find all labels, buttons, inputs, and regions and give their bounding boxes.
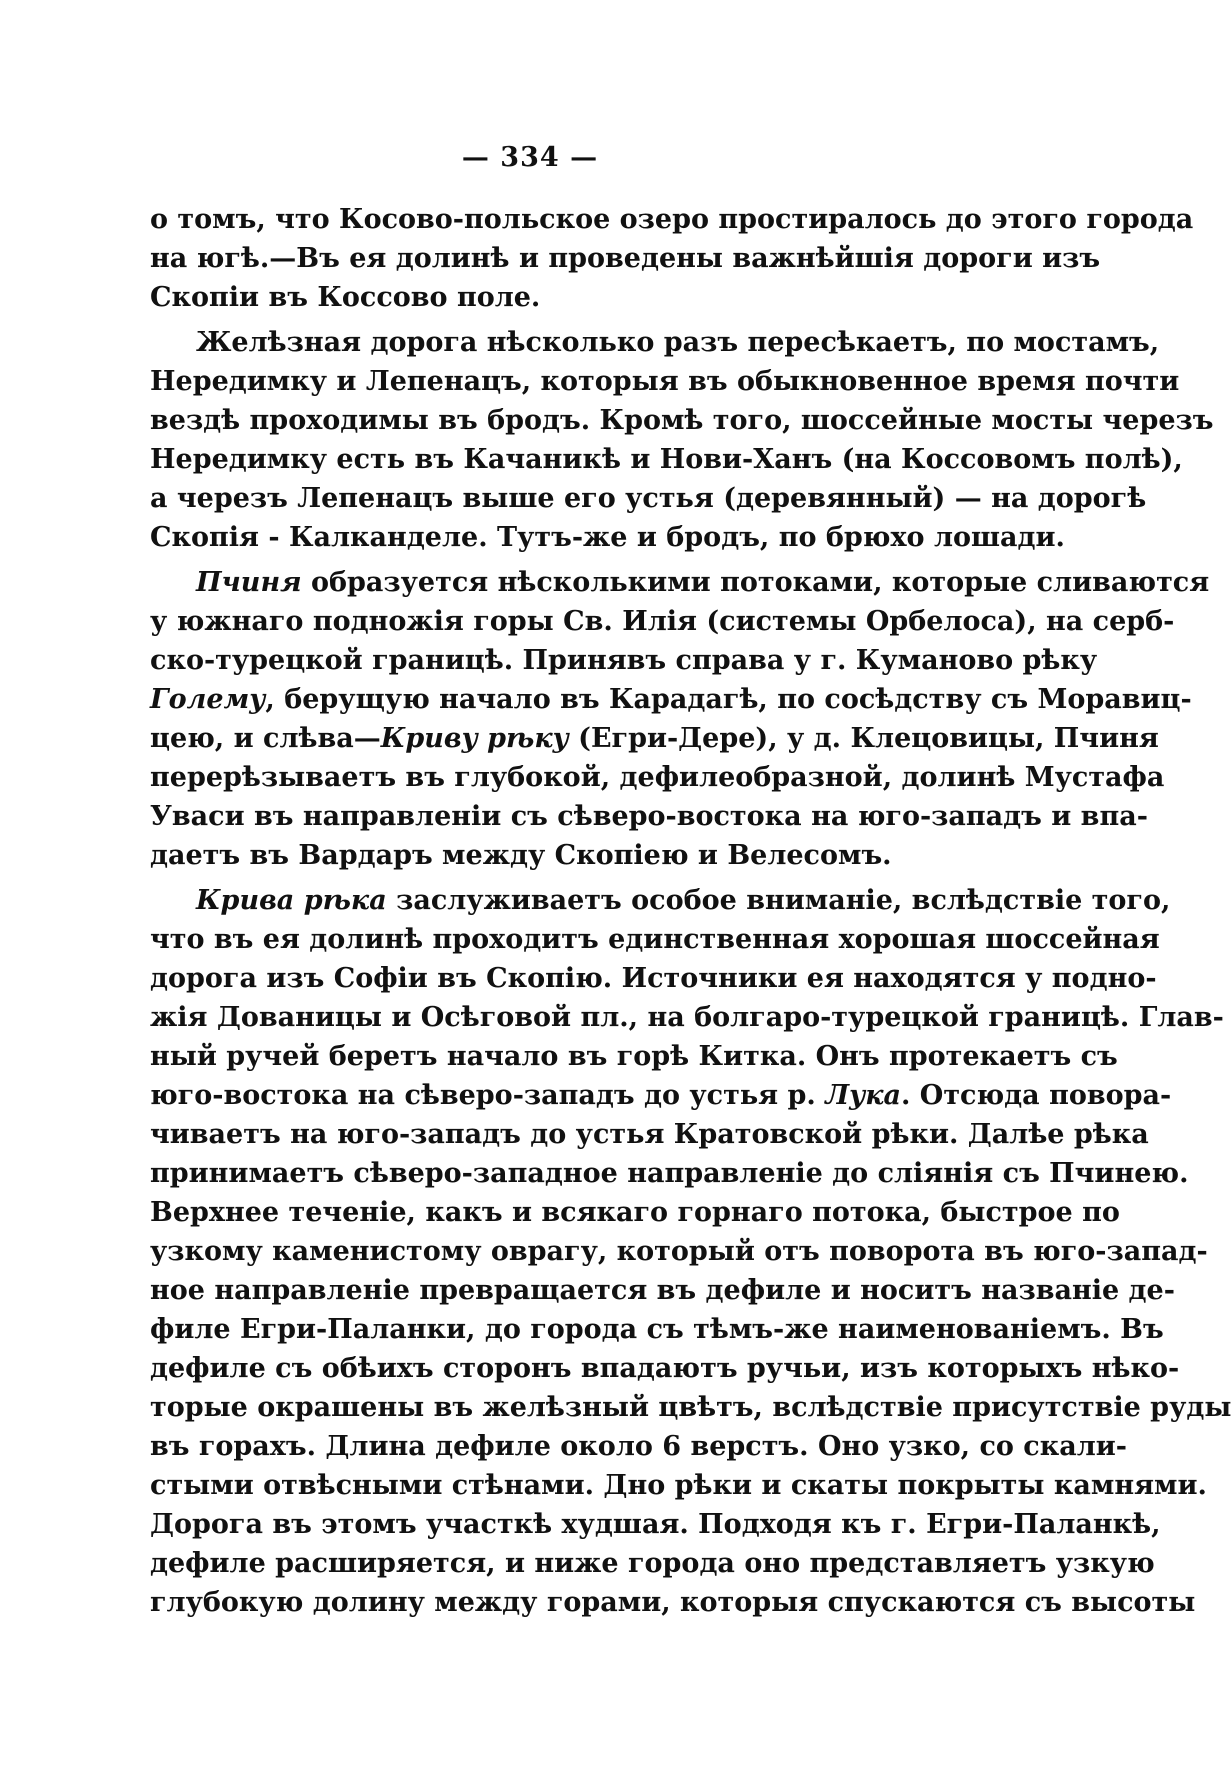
text-segment: жія Дованицы и Осѣговой пл., на болгаро-турецкой границѣ. Глав- — [150, 1002, 1224, 1033]
text-segment: Желѣзная дорога нѣсколько разъ пересѣкаетъ, по мостамъ, — [196, 327, 1160, 358]
text-line — [150, 1037, 1118, 1076]
text-segment: цею, и слѣва— — [150, 723, 381, 754]
text-line — [150, 401, 1214, 440]
text-line — [150, 758, 1165, 797]
text-segment: стыми отвѣсными стѣнами. Дно рѣки и скаты покрыты камнями. — [150, 1470, 1207, 1501]
text-line — [150, 200, 1194, 239]
text-line — [150, 836, 1070, 875]
italic-term: Голему — [150, 684, 266, 715]
text-segment: даетъ въ Вардаръ между Скопіею и Велесомъ. — [150, 840, 892, 871]
text-segment: о томъ, что Косово-польское озеро простиралось до этого города — [150, 204, 1194, 235]
text-line — [150, 1193, 1120, 1232]
text-line — [150, 1505, 1161, 1544]
text-line — [150, 1076, 1172, 1115]
text-line — [150, 518, 1070, 557]
text-segment: заслуживаетъ особое вниманіе, вслѣдствіе того, — [386, 885, 1171, 916]
text-segment: Верхнее теченіе, какъ и всякаго горнаго потока, быстрое по — [150, 1197, 1120, 1228]
paragraph — [150, 563, 1210, 875]
text-segment: Дорога въ этомъ участкѣ худшая. Подходя къ г. Егри-Паланкѣ, — [150, 1509, 1161, 1540]
paragraph — [150, 200, 1194, 317]
text-line — [150, 1583, 1196, 1622]
text-line — [150, 602, 1175, 641]
text-line — [150, 278, 1070, 317]
text-line — [150, 797, 1148, 836]
text-line — [150, 920, 1160, 959]
text-line — [150, 1349, 1180, 1388]
text-line — [150, 1388, 1231, 1427]
text-segment: дорога изъ Софіи въ Скопію. Источники ея находятся у подно- — [150, 963, 1157, 994]
text-segment: ный ручей беретъ начало въ горѣ Китка. Онъ протекаетъ съ — [150, 1041, 1118, 1072]
text-segment: ско-турецкой границѣ. Принявъ справа у г. Куманово рѣку — [150, 645, 1098, 676]
text-line — [150, 641, 1098, 680]
text-segment: торые окрашены въ желѣзный цвѣтъ, вслѣдствіе присутствіе руды — [150, 1392, 1231, 1423]
italic-term: Криву рѣку — [380, 723, 569, 754]
text-segment: дефиле съ обѣихъ сторонъ впадаютъ ручьи, изъ которыхъ нѣко- — [150, 1353, 1180, 1384]
text-line — [150, 959, 1157, 998]
text-line — [150, 239, 1101, 278]
text-segment: Скопія - Калканделе. Тутъ-же и бродъ, по брюхо лошади. — [150, 522, 1065, 553]
text-line — [150, 719, 1159, 758]
body-text — [150, 200, 1231, 1622]
text-segment: дефиле расширяется, и ниже города оно представляетъ узкую — [150, 1548, 1155, 1579]
text-segment: что въ ея долинѣ проходитъ единственная хорошая шоссейная — [150, 924, 1160, 955]
text-segment: чиваетъ на юго-западъ до устья Кратовской рѣки. Далѣе рѣка — [150, 1119, 1149, 1150]
text-line — [150, 479, 1147, 518]
text-segment: вездѣ проходимы въ бродъ. Кромѣ того, шоссейные мосты черезъ — [150, 405, 1214, 436]
text-segment: на югѣ.—Въ ея долинѣ и проведены важнѣйшія дороги изъ — [150, 243, 1101, 274]
text-segment: (Егри-Дере), у д. Клецовицы, Пчиня — [568, 723, 1159, 754]
text-line — [150, 1232, 1208, 1271]
text-segment: перерѣзываетъ въ глубокой, дефилеобразной, долинѣ Мустафа — [150, 762, 1165, 793]
text-segment: , берущую начало въ Карадагѣ, по сосѣдству съ Моравиц- — [265, 684, 1192, 715]
text-segment: Уваси въ направленіи съ сѣверо-востока на юго-западъ и впа- — [150, 801, 1148, 832]
paragraph — [150, 881, 1231, 1622]
text-line — [150, 1427, 1128, 1466]
text-line — [150, 362, 1180, 401]
text-segment: Скопіи въ Коссово поле. — [150, 282, 541, 313]
italic-term: Пчиня — [196, 567, 302, 598]
text-segment: въ горахъ. Длина дефиле около 6 верстъ. Оно узко, со скали- — [150, 1431, 1128, 1462]
text-segment: . Отсюда повора- — [901, 1080, 1172, 1111]
text-segment: принимаетъ сѣверо-западное направленіе до сліянія съ Пчинею. — [150, 1158, 1189, 1189]
text-line — [150, 1271, 1175, 1310]
text-line — [150, 1544, 1155, 1583]
text-line — [150, 323, 1160, 362]
text-line — [150, 881, 1171, 920]
page-number: — 334 — — [461, 142, 599, 173]
paragraph — [150, 323, 1214, 557]
text-segment: узкому каменистому оврагу, который отъ поворота въ юго-запад- — [150, 1236, 1208, 1267]
text-segment: у южнаго подножія горы Св. Илія (системы Орбелоса), на серб- — [150, 606, 1175, 637]
text-line — [150, 1466, 1207, 1505]
text-segment: а черезъ Лепенацъ выше его устья (деревянный) — на дорогѣ — [150, 483, 1147, 514]
text-line — [150, 1310, 1164, 1349]
text-line — [150, 563, 1210, 602]
text-segment: филе Егри-Паланки, до города съ тѣмъ-же наименованіемъ. Въ — [150, 1314, 1164, 1345]
italic-term: Лука — [825, 1080, 901, 1111]
text-line — [150, 998, 1224, 1037]
text-segment: юго-востока на сѣверо-западъ до устья р. — [150, 1080, 826, 1111]
text-line — [150, 440, 1183, 479]
text-line — [150, 680, 1192, 719]
italic-term: Крива рѣка — [196, 885, 387, 916]
text-segment: Нередимку и Лепенацъ, которыя въ обыкновенное время почти — [150, 366, 1180, 397]
text-line — [150, 1154, 1189, 1193]
text-segment: ное направленіе превращается въ дефиле и носитъ названіе де- — [150, 1275, 1175, 1306]
text-line — [150, 1115, 1149, 1154]
text-segment: образуется нѣсколькими потоками, которые сливаются — [301, 567, 1210, 598]
text-segment: Нередимку есть въ Качаникѣ и Нови-Ханъ (на Коссовомъ полѣ), — [150, 444, 1183, 475]
text-segment: глубокую долину между горами, которыя спускаются съ высоты — [150, 1587, 1196, 1618]
